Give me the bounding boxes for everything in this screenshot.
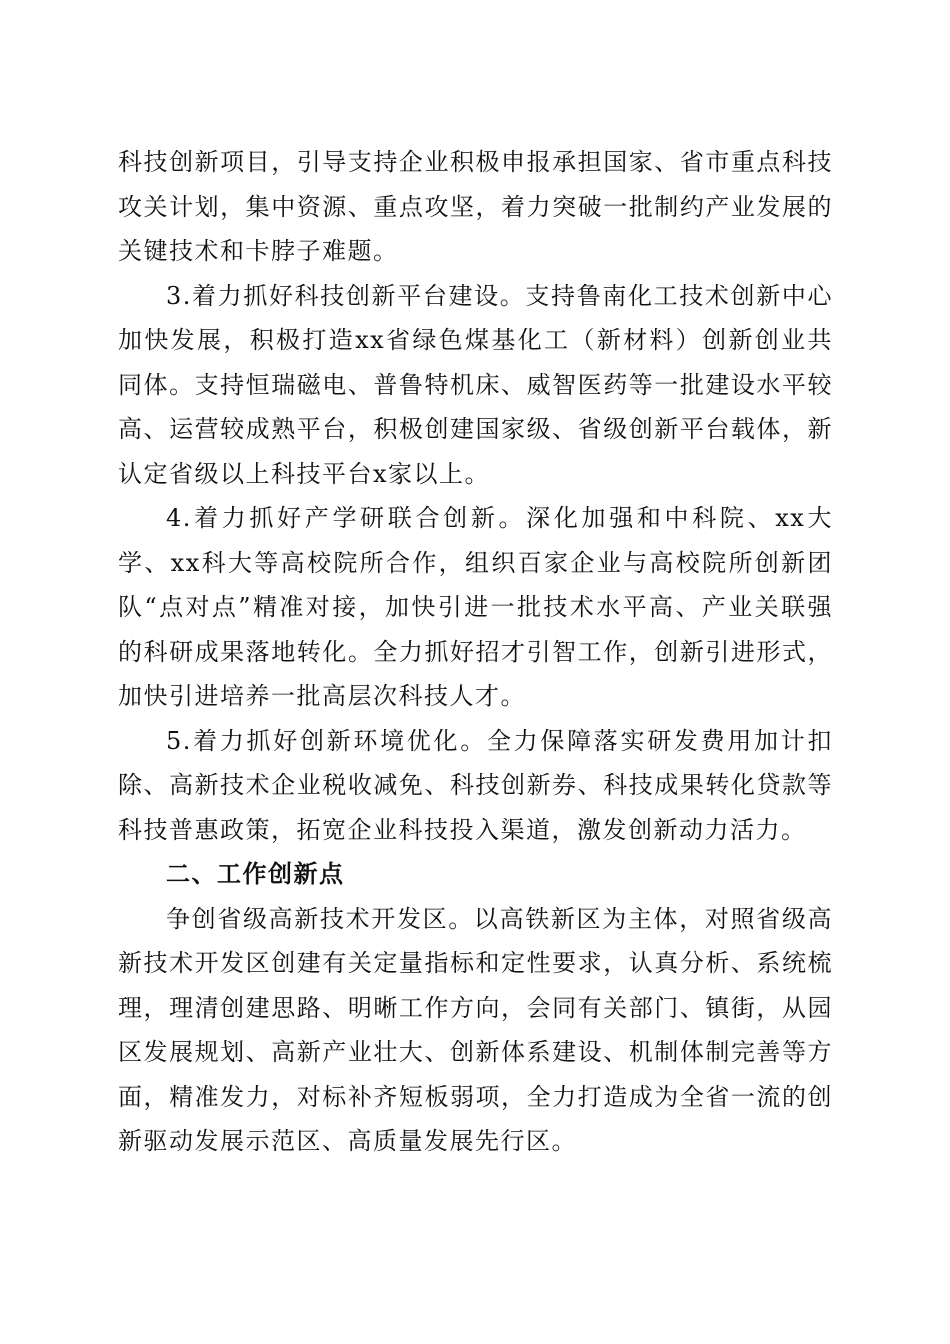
paragraph-item-3: 3.着力抓好科技创新平台建设。支持鲁南化工技术创新中心加快发展，积极打造xx省绿色煤基化工（新材料）创新创业共同体。支持恒瑞磁电、普鲁特机床、威智医药等一批建设水平较高、运营较成熟平台，积极创建国家级、省级创新平台载体，新认定省级以上科技平台x家以上。 xyxy=(118,281,833,488)
paragraph-continuation: 科技创新项目，引导支持企业积极申报承担国家、省市重点科技攻关计划，集中资源、重点攻坚，着力突破一批制约产业发展的关键技术和卡脖子难题。 xyxy=(118,148,833,265)
paragraph-item-5: 5.着力抓好创新环境优化。全力保障落实研发费用加计扣除、高新技术企业税收减免、科技创新券、科技成果转化贷款等科技普惠政策，拓宽企业科技投入渠道，激发创新动力活力。 xyxy=(118,726,833,844)
section-heading: 二、工作创新点 xyxy=(166,860,345,888)
paragraph-item-4: 4.着力抓好产学研联合创新。深化加强和中科院、xx大学、xx科大等高校院所合作，组织百家企业与高校院所创新团队“点对点”精准对接，加快引进一批技术水平高、产业关联强的科研成果落地转化。全力抓好招才引智工作，创新引进形式，加快引进培养一批高层次科技人才。 xyxy=(118,504,833,710)
document-body xyxy=(118,140,833,1164)
paragraph-innovation-point: 争创省级高新技术开发区。以高铁新区为主体，对照省级高新技术开发区创建有关定量指标和定性要求，认真分析、系统梳理，理清创建思路、明晰工作方向，会同有关部门、镇街，从园区发展规划、高新产业壮大、创新体系建设、机制体制完善等方面，精准发力，对标补齐短板弱项，全力打造成为全省一流的创新驱动发展示范区、高质量发展先行区。 xyxy=(118,904,833,1155)
